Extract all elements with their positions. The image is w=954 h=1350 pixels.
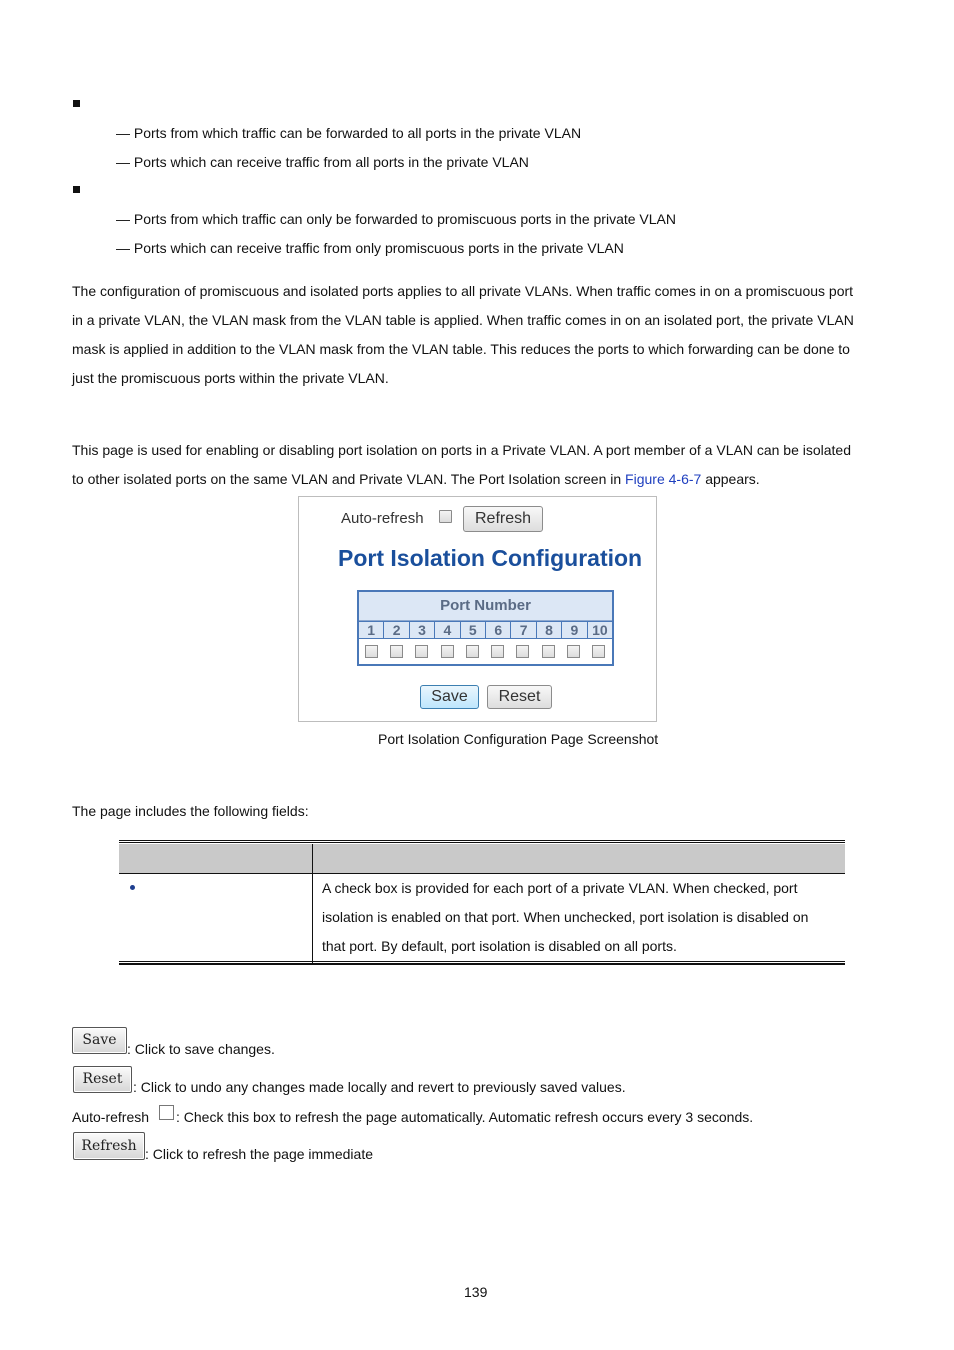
figure-link[interactable]: Figure 4-6-7: [625, 471, 702, 487]
reset-button-image: Reset: [73, 1066, 132, 1093]
paragraph-text: to other isolated ports on the same VLAN and Private VLAN. The Port Isolation screen in: [72, 471, 626, 487]
port-number-cell: 7: [511, 621, 536, 639]
port-isolation-checkbox[interactable]: [491, 645, 504, 658]
port-number-table: [357, 590, 614, 666]
port-number-cell: 5: [461, 621, 486, 639]
port-number-cell: 3: [410, 621, 435, 639]
column-divider: [312, 844, 313, 964]
page-number: 139: [464, 1284, 488, 1300]
port-checkbox-cell: [435, 642, 460, 664]
auto-refresh-description: : Check this box to refresh the page automatically. Automatic refresh occurs every 3 seconds.: [176, 1109, 754, 1125]
auto-refresh-text: Auto-refresh: [72, 1109, 150, 1125]
port-checkbox-cell: [410, 642, 435, 664]
auto-refresh-checkbox[interactable]: [439, 510, 452, 523]
port-checkbox-cell: [460, 642, 485, 664]
table-bottom-rule: [119, 961, 845, 965]
promiscuous-desc-1: — Ports from which traffic can be forwarded to all ports in the private VLAN: [116, 125, 582, 141]
port-isolation-checkbox[interactable]: [415, 645, 428, 658]
bullet-dot-icon: [130, 885, 135, 890]
port-isolation-checkbox[interactable]: [441, 645, 454, 658]
config-paragraph: [72, 277, 884, 393]
bullet-square-icon: [73, 100, 80, 107]
port-isolation-checkbox[interactable]: [390, 645, 403, 658]
auto-refresh-label: Auto-refresh: [341, 510, 424, 527]
paragraph-line: mask is applied in addition to the VLAN mask from the VLAN table. This reduces the ports to which forwarding can be done to: [72, 341, 850, 357]
port-checkbox-cell: [536, 642, 561, 664]
reset-description: : Click to undo any changes made locally and revert to previously saved values.: [133, 1079, 626, 1095]
save-description: : Click to save changes.: [127, 1041, 275, 1057]
table-header-row: [119, 844, 845, 874]
isolated-desc-1: — Ports from which traffic can only be forwarded to promiscuous ports in the private VLAN: [116, 211, 676, 227]
refresh-button-image: Refresh: [73, 1132, 145, 1160]
port-checkbox-cell: [561, 642, 586, 664]
port-isolation-checkbox[interactable]: [567, 645, 580, 658]
port-isolation-checkbox[interactable]: [592, 645, 605, 658]
port-checkbox-cell: [587, 642, 612, 664]
fields-intro: The page includes the following fields:: [72, 803, 309, 819]
port-checkbox-cell: [485, 642, 510, 664]
intro-paragraph: [72, 436, 884, 494]
table-top-rule: [119, 840, 845, 843]
save-button-image: Save: [72, 1027, 127, 1054]
port-checkbox-cell: [384, 642, 409, 664]
page-title: Port Isolation Configuration: [338, 545, 643, 571]
description-line: A check box is provided for each port of a private VLAN. When checked, port: [322, 880, 798, 896]
port-number-cell: 10: [588, 621, 612, 639]
description-line: that port. By default, port isolation is disabled on all ports.: [322, 938, 677, 954]
port-isolation-checkbox[interactable]: [516, 645, 529, 658]
field-description: [322, 874, 837, 961]
description-line: isolation is enabled on that port. When unchecked, port isolation is disabled on: [322, 909, 809, 925]
port-number-cell: 8: [537, 621, 562, 639]
port-checkbox-cell: [359, 642, 384, 664]
port-numbers-row: [359, 621, 612, 639]
port-number-cell: 6: [486, 621, 511, 639]
port-checkboxes-row: [359, 642, 612, 664]
isolated-desc-2: — Ports which can receive traffic from only promiscuous ports in the private VLAN: [116, 240, 624, 256]
paragraph-text: appears.: [701, 471, 760, 487]
port-isolation-screenshot: [298, 496, 657, 722]
paragraph-line: This page is used for enabling or disabling port isolation on ports in a Private VLAN. A port member of a VLAN can be isolated: [72, 442, 851, 458]
port-isolation-checkbox[interactable]: [466, 645, 479, 658]
port-isolation-checkbox[interactable]: [365, 645, 378, 658]
refresh-button[interactable]: Refresh: [463, 506, 543, 532]
auto-refresh-checkbox-image: [159, 1105, 174, 1120]
paragraph-line: in a private VLAN, the VLAN mask from the VLAN table is applied. When traffic comes in on an isolated port, the private VLAN: [72, 312, 854, 328]
port-number-header: Port Number: [359, 592, 612, 621]
reset-button[interactable]: Reset: [487, 685, 552, 709]
paragraph-line: [72, 465, 884, 494]
save-button[interactable]: Save: [420, 685, 479, 709]
port-checkbox-cell: [511, 642, 536, 664]
port-number-cell: 1: [359, 621, 384, 639]
figure-caption: Port Isolation Configuration Page Screenshot: [378, 731, 659, 747]
port-isolation-checkbox[interactable]: [542, 645, 555, 658]
bullet-square-icon: [73, 186, 80, 193]
refresh-description: : Click to refresh the page immediate: [145, 1146, 373, 1162]
paragraph-line: The configuration of promiscuous and isolated ports applies to all private VLANs. When traffic comes in on a promiscuous port: [72, 283, 854, 299]
port-number-cell: 9: [562, 621, 587, 639]
paragraph-line: just the promiscuous ports within the private VLAN.: [72, 370, 389, 386]
port-number-cell: 4: [435, 621, 460, 639]
promiscuous-desc-2: — Ports which can receive traffic from all ports in the private VLAN: [116, 154, 529, 170]
port-number-cell: 2: [384, 621, 409, 639]
